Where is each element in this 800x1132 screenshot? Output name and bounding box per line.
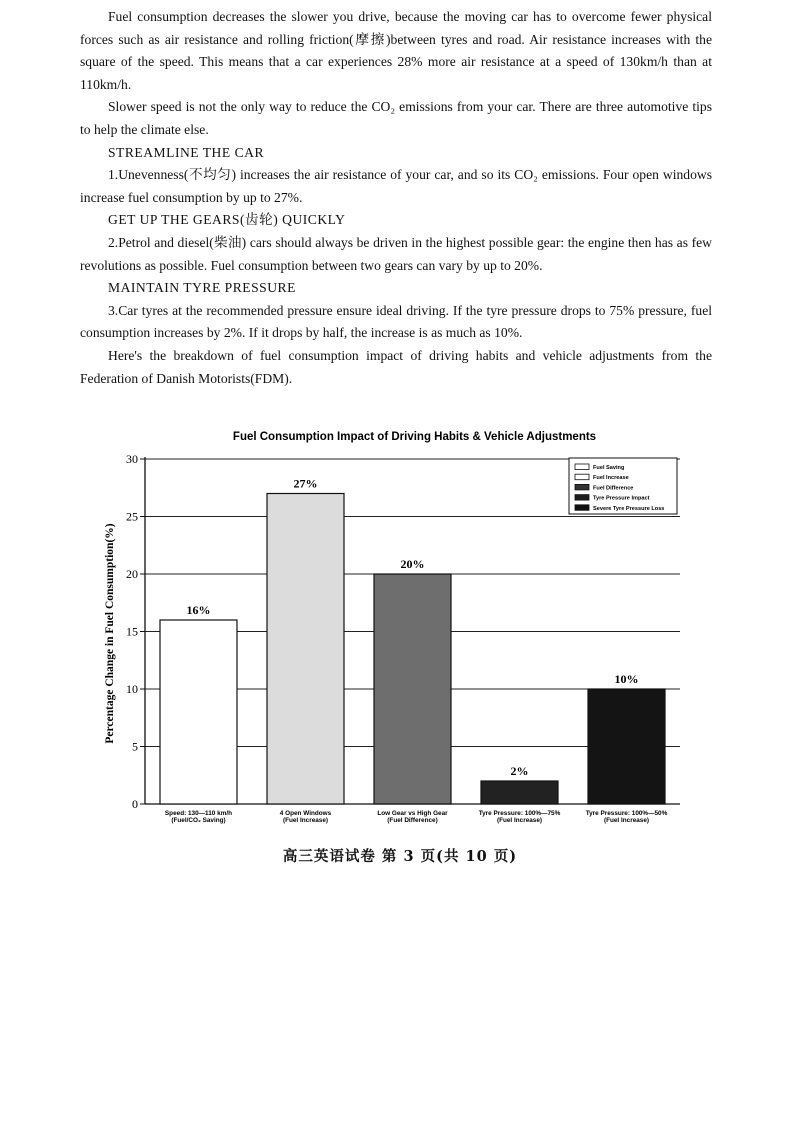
paragraph-4: 2.Petrol and diesel(柴油) cars should always be driven in the highest possible gear: the engine then has as few revolutions as possible. Fuel consumption between two gears can vary by up to 20%. (80, 234, 712, 273)
y-tick-label-10: 10 (126, 682, 138, 696)
bar-value-label-5: 10% (614, 672, 639, 686)
y-tick-label-20: 20 (126, 567, 138, 581)
bar-1 (160, 620, 237, 804)
bar-4 (481, 781, 558, 804)
legend-label-4: Tyre Pressure Impact (593, 495, 650, 502)
legend-label-3: Fuel Difference (593, 485, 634, 492)
category-label-1-line1: Speed: 130—110 km/h (164, 810, 233, 817)
legend-label-2: Fuel Increase (593, 475, 629, 482)
y-tick-label-5: 5 (132, 739, 138, 754)
bar-2 (267, 494, 344, 805)
paragraph-2: Slower speed is not the only way to reduce the CO₂ emissions from your car. There are three automotive tips to help the climate else. (80, 99, 712, 137)
legend-swatch-1 (575, 464, 589, 470)
legend-swatch-5 (575, 505, 589, 511)
category-label-4-line2: (Fuel Increase) (496, 817, 543, 824)
bar-value-label-3: 20% (400, 557, 425, 571)
heading-streamline: STREAMLINE THE CAR (108, 144, 265, 160)
category-label-2-line2: (Fuel Increase) (282, 817, 329, 824)
legend-swatch-3 (575, 484, 589, 490)
heading-gears: GET UP THE GEARS(齿轮) QUICKLY (108, 212, 346, 228)
category-label-3-line1: Low Gear vs High Gear (377, 810, 448, 817)
category-label-3-line2: (Fuel Difference) (387, 817, 438, 824)
page-footer: 高三英语试卷 第 3 页(共 10 页) (282, 848, 518, 865)
reading-passage (80, 6, 712, 390)
paragraph-3: 1.Unevenness(不均匀) increases the air resistance of your car, and so its CO₂ emissions. Four open windows increase fuel consumption by up to 27%. (80, 167, 712, 205)
bar-value-label-2: 27% (293, 476, 318, 491)
category-label-1-line2: (Fuel/CO₂ Saving) (171, 817, 226, 824)
paragraph-5: 3.Car tyres at the recommended pressure ensure ideal driving. If the tyre pressure drops to 75% pressure, fuel consumption increases by 2%. If it drops by half, the increase is as much as 10%. (80, 302, 712, 341)
y-tick-label-15: 15 (126, 624, 138, 639)
legend-swatch-2 (575, 474, 589, 480)
y-tick-label-30: 30 (126, 452, 138, 466)
y-tick-label-0: 0 (132, 797, 138, 811)
category-label-4-line1: Tyre Pressure: 100%—75% (478, 810, 561, 817)
fuel-chart-svg (95, 428, 715, 833)
category-label-5-line2: (Fuel Increase) (603, 817, 650, 824)
legend-label-5: Severe Tyre Pressure Loss (593, 505, 665, 512)
bar-5 (588, 689, 665, 804)
paragraph-6: Here's the breakdown of fuel consumption impact of driving habits and vehicle adjustments from the Federation of Danish Motorists(FDM). (80, 347, 712, 386)
bar-value-label-4: 2% (510, 764, 529, 778)
y-tick-label-25: 25 (126, 509, 138, 524)
legend-swatch-4 (575, 495, 589, 501)
legend-label-1: Fuel Saving (593, 465, 625, 471)
category-label-5-line1: Tyre Pressure: 100%—50% (585, 810, 668, 817)
fuel-chart (95, 428, 715, 833)
chart-title: Fuel Consumption Impact of Driving Habits & Vehicle Adjustments (232, 431, 597, 443)
bar-3 (374, 574, 451, 804)
heading-tyre-pressure: MAINTAIN TYRE PRESSURE (108, 280, 296, 296)
bar-value-label-1: 16% (186, 603, 211, 617)
category-label-2-line1: 4 Open Windows (279, 810, 332, 817)
paragraph-1: Fuel consumption decreases the slower you drive, because the moving car has to overcome fewer physical forces such as air resistance and rolling friction(摩擦)between tyres and road. Air resistance increases with the square of the speed. This means that a car experiences 28% more air resistance at a speed of 130km/h than at 110km/h. (80, 9, 712, 92)
y-axis-label: Percentage Change in Fuel Consumption(%) (104, 523, 116, 744)
